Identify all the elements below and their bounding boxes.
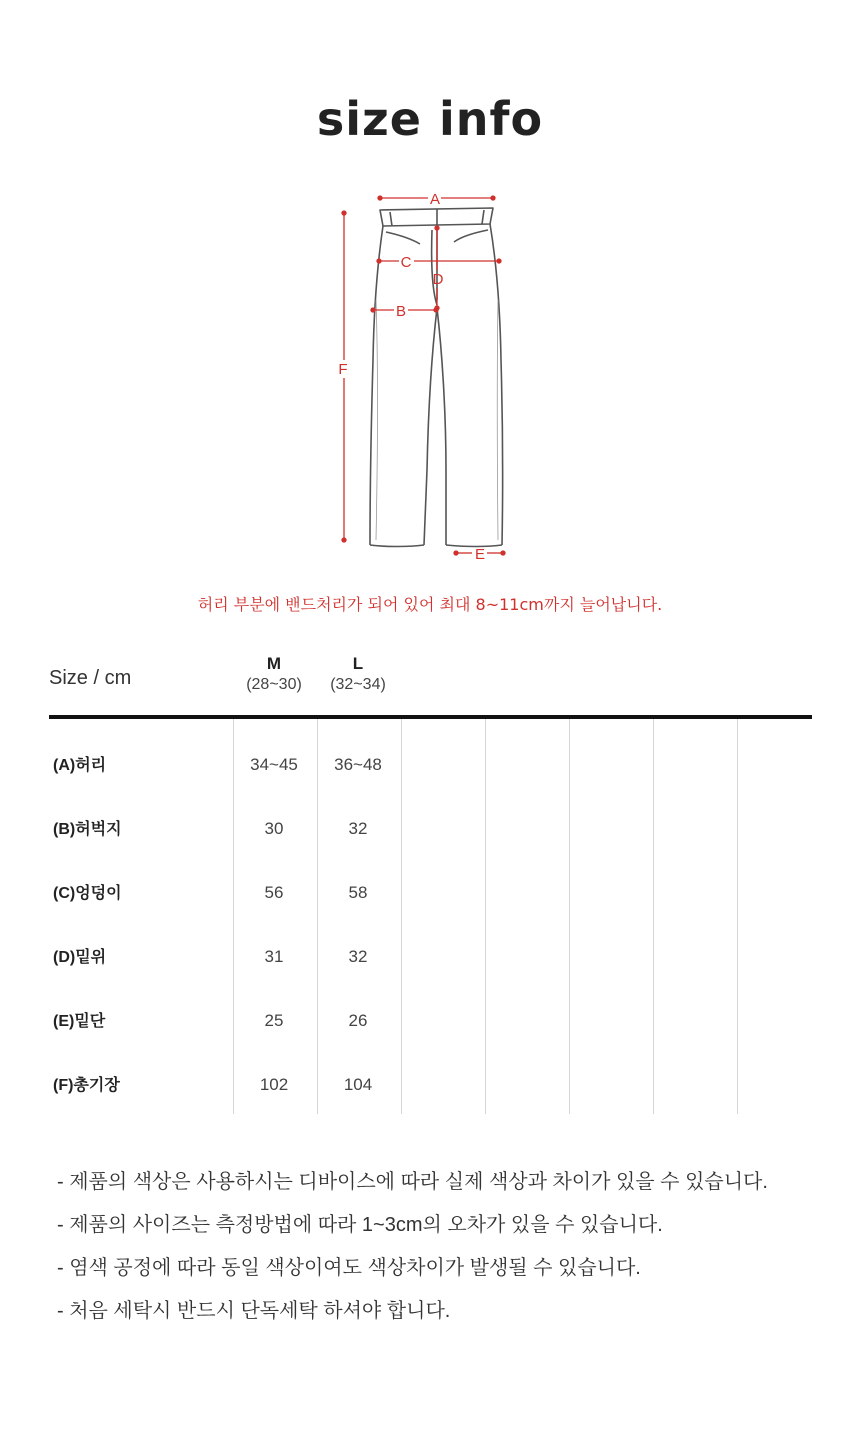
care-notes [57,1168,768,1340]
column-divider [737,719,738,1114]
pants-diagram [330,185,530,575]
label-d: D [432,271,444,288]
cell-l-hip: 58 [348,883,368,902]
row-label-rise: (D)밑위 [53,949,107,966]
column-size: L [352,654,364,673]
column-range: (32~34) [330,676,386,693]
column-divider [653,719,654,1114]
column-divider [233,719,234,1114]
label-b: B [395,303,407,320]
row-label-length: (F)총기장 [53,1077,120,1094]
note-item: - 처음 세탁시 반드시 단독세탁 하셔야 합니다. [57,1300,451,1322]
column-header-l [316,654,400,694]
column-divider [401,719,402,1114]
row-label-waist: (A)허리 [53,757,107,774]
row-label-hem: (E)밑단 [53,1013,106,1030]
label-e: E [474,546,486,563]
cell-m-length: 102 [259,1075,289,1094]
column-divider [317,719,318,1114]
page-title: size info [316,92,544,146]
pants-outline [370,208,503,547]
column-size: M [266,654,282,673]
cell-m-hem: 25 [264,1011,284,1030]
row-label-thigh: (B)허벅지 [53,821,122,838]
column-header-m [232,654,316,694]
cell-l-hem: 26 [348,1011,368,1030]
size-unit-header: Size / cm [49,667,132,689]
label-c: C [400,254,412,271]
cell-m-thigh: 30 [264,819,284,838]
waistband-note: 허리 부분에 밴드처리가 되어 있어 최대 8~11cm까지 늘어납니다. [197,595,663,614]
column-divider [485,719,486,1114]
label-f: F [338,361,348,378]
table-header-rule [49,715,812,719]
column-range: (28~30) [246,676,302,693]
note-item: - 염색 공정에 따라 동일 색상이여도 색상차이가 발생될 수 있습니다. [57,1257,641,1279]
measure-markers [342,196,505,555]
label-a: A [429,191,441,208]
cell-m-waist: 34~45 [250,755,298,774]
note-item: - 제품의 사이즈는 측정방법에 따라 1~3cm의 오차가 있을 수 있습니다. [57,1214,663,1236]
cell-l-length: 104 [343,1075,373,1094]
column-divider [569,719,570,1114]
cell-m-rise: 31 [264,947,284,966]
cell-m-hip: 56 [264,883,284,902]
measure-labels [338,191,485,563]
cell-l-rise: 32 [348,947,368,966]
note-item: - 제품의 색상은 사용하시는 디바이스에 따라 실제 색상과 차이가 있을 수 있습니다. [57,1171,768,1193]
cell-l-thigh: 32 [348,819,368,838]
cell-l-waist: 36~48 [334,755,382,774]
row-label-hip: (C)엉덩이 [53,885,122,902]
